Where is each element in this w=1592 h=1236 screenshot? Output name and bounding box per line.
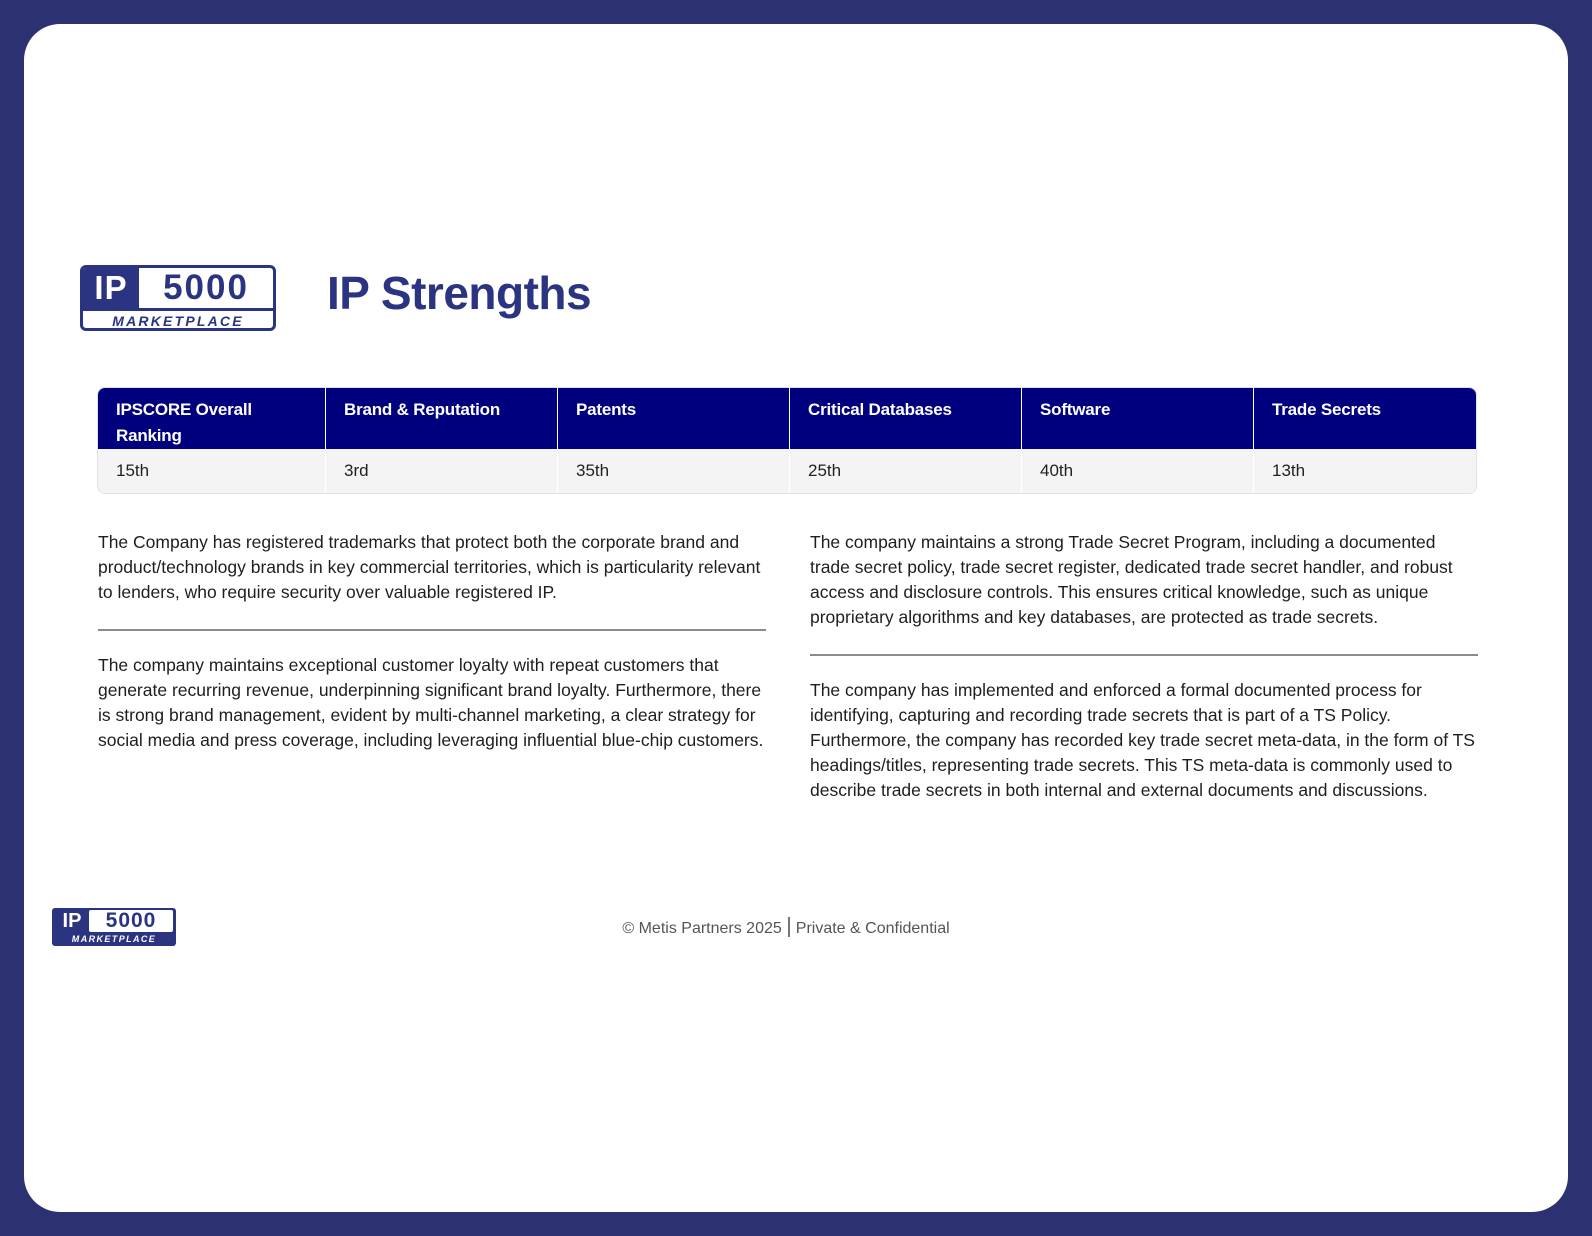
header-critical-databases: Critical Databases [790,388,1022,449]
footer-logo-number-text: 5000 [89,910,173,932]
header-ipscore-overall-ranking: IPSCORE Overall Ranking [98,388,326,449]
footer-logo-marketplace-text: MARKETPLACE [71,934,157,944]
ip5000-marketplace-logo [80,265,276,331]
page-title: IP Strengths [327,267,592,319]
value-critical-databases: 25th [790,449,1022,493]
right-divider [810,654,1478,656]
logo-ip-text: IP [83,268,139,308]
header-trade-secrets: Trade Secrets [1254,388,1476,449]
footer-text [24,917,1548,940]
right-text-column [810,530,1478,803]
trade-secret-program-paragraph: The company maintains a strong Trade Secret Program, including a documented trade secret policy, trade secret register, dedicated trade secret handler, and robust access and disclosure controls. This ensures critical knowledge, such as unique proprietary algorithms and key databases, are protected as trade secrets. [810,532,1453,627]
table-row [98,449,1476,493]
ranking-table [98,388,1476,493]
value-trade-secrets: 13th [1254,449,1476,493]
footer-copyright: © Metis Partners 2025 [622,920,782,937]
header-brand-reputation: Brand & Reputation [326,388,558,449]
trade-secret-process-paragraph: The company has implemented and enforced a formal documented process for identifying, capturing and recording trade secrets that is part of a TS Policy. Furthermore, the company has recorded key trade secret meta-data, in the form of TS headings/titles, representing trade secrets. This TS meta-data is commonly used to describe trade secrets in both internal and external documents and discussions. [810,680,1475,800]
document-page [24,24,1568,1212]
footer-logo-ip-text: IP [62,910,82,932]
brand-trademarks-paragraph: The Company has registered trademarks that protect both the corporate brand and product/technology brands in key commercial territories, which is particularity relevant to lenders, who require security over valuable registered IP. [98,532,761,602]
left-divider [98,629,766,631]
logo-number-text: 5000 [163,268,249,307]
customer-loyalty-paragraph: The company maintains exceptional customer loyalty with repeat customers that generate recurring revenue, underpinning significant brand loyalty. Furthermore, there is strong brand management, evident by multi-channel marketing, a clear strategy for social media and press coverage, including leveraging influential blue-chip customers. [98,655,764,750]
value-brand-reputation: 3rd [326,449,558,493]
left-text-column [98,530,766,753]
value-ipscore-overall-ranking: 15th [98,449,326,493]
header-patents: Patents [558,388,790,449]
footer-separator [788,917,790,937]
header-software: Software [1022,388,1254,449]
value-software: 40th [1022,449,1254,493]
table-header-row [98,388,1476,449]
logo-marketplace-text: MARKETPLACE [112,313,244,329]
value-patents: 35th [558,449,790,493]
footer-confidential: Private & Confidential [795,920,950,937]
